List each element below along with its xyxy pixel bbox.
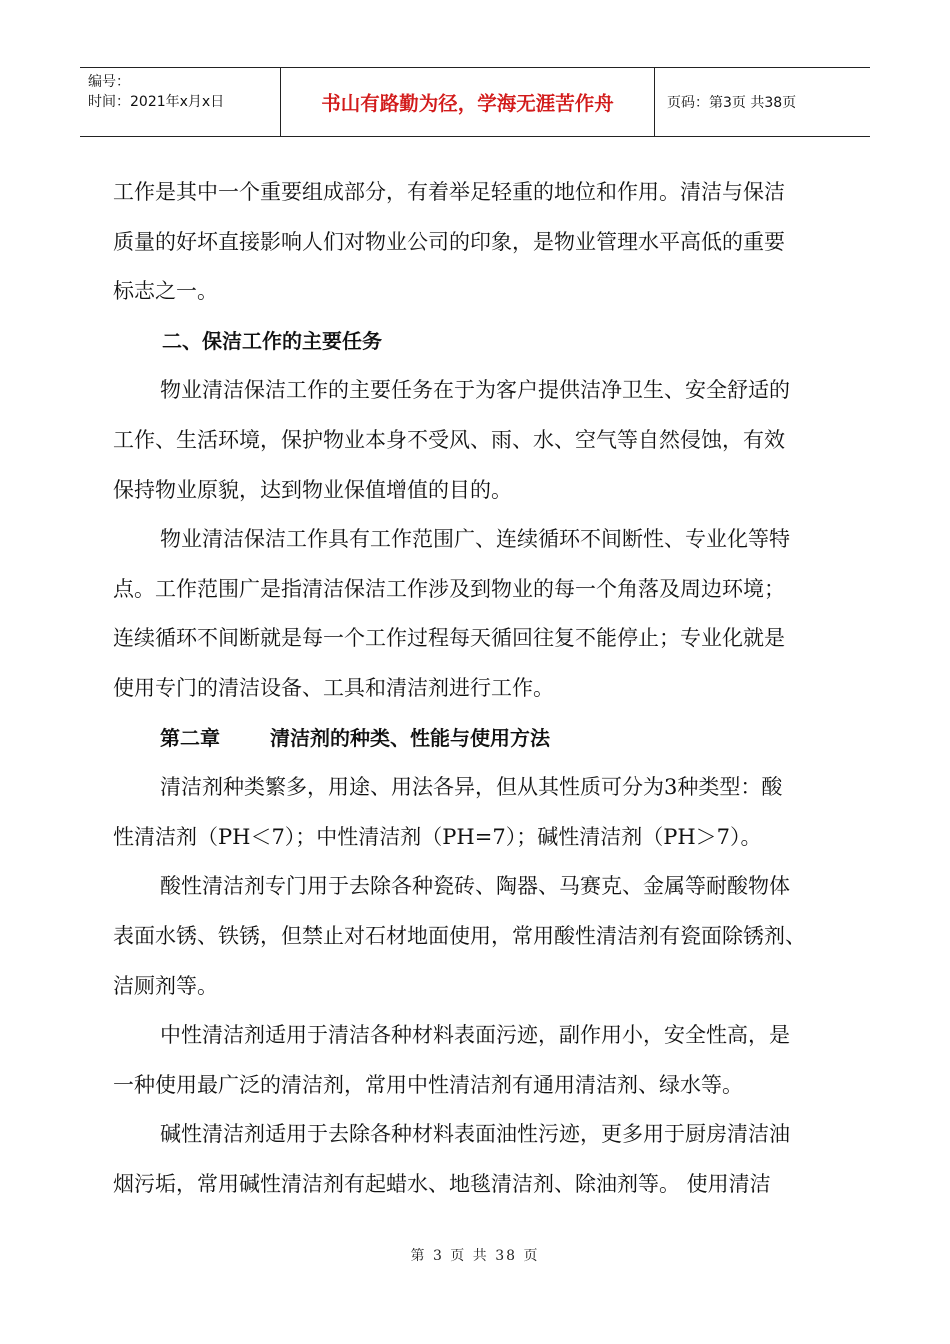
header-page-info: 页码：第3页 共38页: [667, 95, 797, 111]
paragraph-line: 使用专门的清洁设备、工具和清洁剂进行工作。: [113, 675, 554, 700]
header-motto: 书山有路勤为径，学海无涯苦作舟: [281, 68, 655, 136]
page-header: [80, 67, 870, 137]
paragraph-line: 物业清洁保洁工作的主要任务在于为客户提供洁净卫生、安全舒适的: [160, 378, 790, 403]
section-heading: 二、保洁工作的主要任务: [162, 328, 382, 353]
date-label: 时间：2021年x月x日: [88, 94, 225, 110]
paragraph-line: 表面水锈、铁锈，但禁止对石材地面使用，常用酸性清洁剂有瓷面除锈剂、: [113, 923, 806, 948]
paragraph-line: 性清洁剂（PH＜7）；中性清洁剂（PH=7）；碱性清洁剂（PH＞7）。: [113, 824, 762, 849]
document-body: [113, 168, 843, 1209]
paragraph-line: 酸性清洁剂专门用于去除各种瓷砖、陶器、马赛克、金属等耐酸物体: [160, 874, 790, 899]
paragraph-line: 连续循环不间断就是每一个工作过程每天循回往复不能停止；专业化就是: [113, 626, 785, 651]
paragraph-line: 保持物业原貌，达到物业保值增值的目的。: [113, 477, 512, 502]
paragraph-line: 烟污垢，常用碱性清洁剂有起蜡水、地毯清洁剂、除油剂等。 使用清洁: [113, 1171, 771, 1196]
paragraph-line: 工作、生活环境，保护物业本身不受风、雨、水、空气等自然侵蚀，有效: [113, 427, 785, 452]
chapter-number: 第二章: [160, 725, 220, 750]
header-meta: [80, 68, 281, 136]
paragraph-line: 一种使用最广泛的清洁剂，常用中性清洁剂有通用清洁剂、绿水等。: [113, 1072, 743, 1097]
chapter-title: 清洁剂的种类、性能与使用方法: [270, 725, 550, 750]
paragraph-line: 质量的好坏直接影响人们对物业公司的印象，是物业管理水平高低的重要: [113, 229, 785, 254]
paragraph-line: 中性清洁剂适用于清洁各种材料表面污迹，副作用小，安全性高，是: [160, 1023, 790, 1048]
chapter-heading: [113, 714, 843, 764]
number-label: 编号：: [88, 74, 130, 90]
paragraph-line: 工作是其中一个重要组成部分，有着举足轻重的地位和作用。清洁与保洁: [113, 180, 785, 204]
paragraph-line: 点。工作范围广是指清洁保洁工作涉及到物业的每一个角落及周边环境；: [113, 576, 785, 601]
paragraph-line: 物业清洁保洁工作具有工作范围广、连续循环不间断性、专业化等特: [160, 527, 790, 552]
page-footer: 第 3 页 共 38 页: [410, 1248, 540, 1264]
paragraph-line: 清洁剂种类繁多，用途、用法各异，但从其性质可分为3种类型：酸: [160, 775, 783, 800]
paragraph-line: 标志之一。: [113, 279, 218, 304]
paragraph-line: 洁厕剂等。: [113, 973, 218, 998]
paragraph-line: 碱性清洁剂适用于去除各种材料表面油性污迹，更多用于厨房清洁油: [160, 1122, 790, 1147]
